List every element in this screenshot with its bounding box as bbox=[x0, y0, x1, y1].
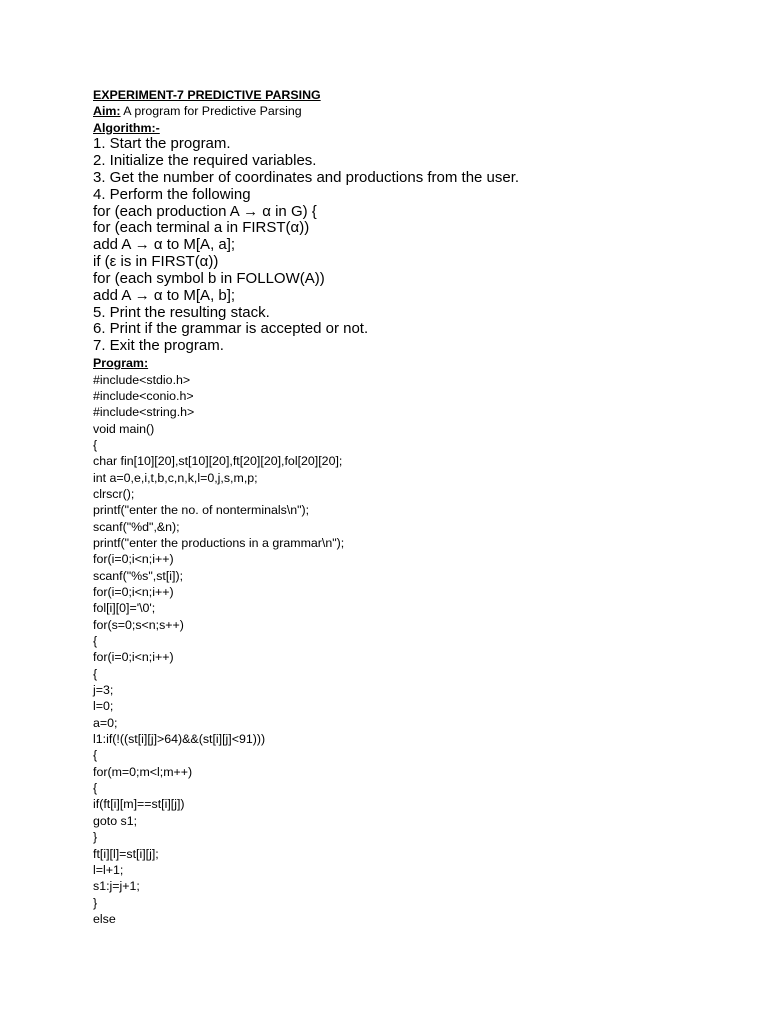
algorithm-steps bbox=[93, 136, 733, 355]
code-line: char fin[10][20],st[10][20],ft[20][20],fol[20][20]; bbox=[93, 454, 343, 469]
code-line: s1:j=j+1; bbox=[93, 879, 140, 894]
code-line: #include<conio.h> bbox=[93, 388, 194, 403]
code-line: { bbox=[93, 437, 98, 452]
code-line: fol[i][0]='\0'; bbox=[93, 601, 156, 616]
code-line: { bbox=[93, 634, 98, 649]
code-line: int a=0,e,i,t,b,c,n,k,l=0,j,s,m,p; bbox=[93, 470, 258, 485]
code-line: for(i=0;i<n;i++) bbox=[93, 585, 174, 599]
algorithm-step: add A → α to M[A, a]; bbox=[93, 236, 236, 254]
algorithm-step: 5. Print the resulting stack. bbox=[93, 303, 270, 321]
code-line: } bbox=[93, 895, 98, 910]
algorithm-step: 6. Print if the grammar is accepted or not. bbox=[93, 320, 369, 338]
algorithm-step: 4. Perform the following bbox=[93, 185, 251, 203]
code-line: l=l+1; bbox=[93, 862, 124, 877]
algorithm-step: 2. Initialize the required variables. bbox=[93, 152, 317, 170]
code-line: for(s=0;s<n;s++) bbox=[93, 617, 184, 632]
code-line: if(ft[i][m]==st[i][j]) bbox=[93, 797, 185, 812]
aim-label: Aim: bbox=[93, 104, 121, 119]
code-line: { bbox=[93, 666, 98, 681]
code-line: for(i=0;i<n;i++) bbox=[93, 552, 174, 567]
code-line: printf("enter the productions in a grammar\n"); bbox=[93, 535, 345, 550]
code-line: a=0; bbox=[93, 715, 118, 730]
code-line: clrscr(); bbox=[93, 486, 135, 501]
program-code bbox=[93, 372, 733, 928]
algorithm-step: 7. Exit the program. bbox=[93, 337, 224, 355]
algorithm-step: 1. Start the program. bbox=[93, 135, 231, 153]
document-content bbox=[93, 87, 733, 927]
code-line: goto s1; bbox=[93, 813, 138, 828]
code-line: void main() bbox=[93, 421, 155, 436]
code-line: for(m=0;m<l;m++) bbox=[93, 764, 193, 779]
algorithm-step: for (each terminal a in FIRST(α)) bbox=[93, 219, 310, 237]
code-line: scanf("%d",&n); bbox=[93, 519, 180, 534]
algorithm-step: 3. Get the number of coordinates and productions from the user. bbox=[93, 168, 520, 186]
algorithm-label: Algorithm:- bbox=[93, 120, 160, 135]
code-line: { bbox=[93, 781, 98, 796]
algorithm-step: for (each symbol b in FOLLOW(A)) bbox=[93, 269, 325, 287]
code-line: scanf("%s",st[i]); bbox=[93, 568, 184, 583]
code-line: for(i=0;i<n;i++) bbox=[93, 650, 174, 665]
code-line: l=0; bbox=[93, 699, 114, 714]
algorithm-step: add A → α to M[A, b]; bbox=[93, 286, 236, 304]
code-line: { bbox=[93, 748, 98, 763]
program-label: Program: bbox=[93, 356, 149, 371]
code-line: l1:if(!((st[i][j]>64)&&(st[i][j]<91))) bbox=[93, 732, 266, 747]
aim-text: A program for Predictive Parsing bbox=[120, 104, 302, 119]
code-line: ft[i][l]=st[i][j]; bbox=[93, 846, 159, 861]
code-line: #include<stdio.h> bbox=[93, 372, 191, 387]
code-line: } bbox=[93, 830, 98, 845]
document-title: EXPERIMENT-7 PREDICTIVE PARSING bbox=[93, 88, 321, 102]
code-line: printf("enter the no. of nonterminals\n"); bbox=[93, 503, 310, 518]
code-line: j=3; bbox=[93, 683, 114, 698]
algorithm-step: if (ε is in FIRST(α)) bbox=[93, 253, 219, 271]
code-line: #include<string.h> bbox=[93, 405, 195, 420]
code-line: else bbox=[93, 911, 116, 926]
aim-line bbox=[93, 103, 733, 119]
algorithm-step: for (each production A → α in G) { bbox=[93, 202, 317, 220]
